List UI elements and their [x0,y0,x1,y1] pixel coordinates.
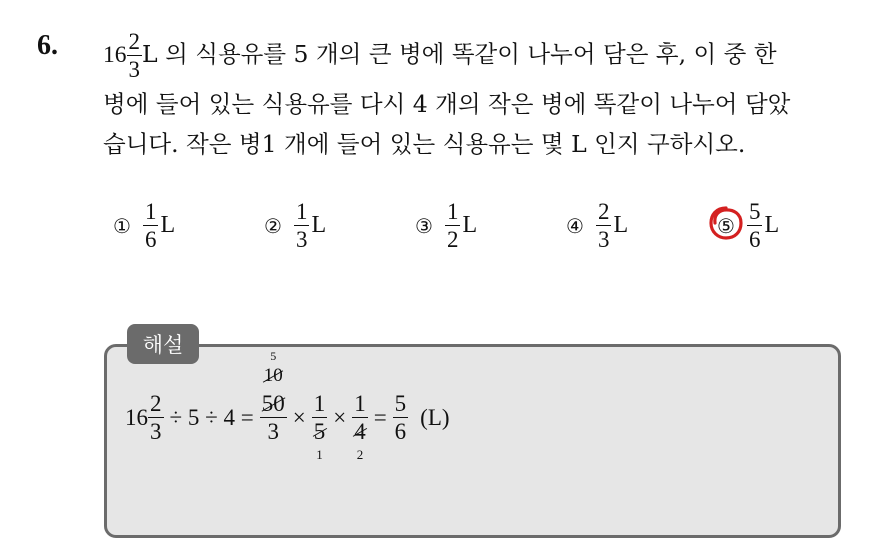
frac-numerator: 2 [597,199,610,224]
frac-numerator: 5 [748,199,761,224]
explanation-tag: 해설 [127,324,199,364]
frac-denominator: 2 [446,227,459,252]
expr-divide: ÷ 5 ÷ 4 = [169,404,254,430]
option-fraction [445,200,461,251]
struck-numerator-10 [264,366,283,385]
option-fraction [596,200,612,251]
frac-numerator: 2 [128,29,140,54]
expr-frac-4 [352,391,368,462]
frac-numerator [260,392,287,418]
option-unit: L [764,212,780,238]
struck-value: 50 [261,391,285,416]
frac-denominator: 3 [597,227,610,252]
expr-equals: = [373,404,387,430]
frac-denominator: 6 [394,419,407,444]
option-2[interactable] [264,200,326,251]
answer-circle-icon [708,205,744,241]
frac-numerator: 2 [150,391,162,416]
cancel-result-top: 5 [270,349,277,363]
option-unit: L [160,212,176,238]
frac-denominator [352,418,368,443]
option-unit: L [462,212,478,238]
option-3[interactable] [415,200,477,251]
question-line-1 [103,30,777,81]
expr-times-2: × [333,404,347,430]
option-fraction [294,200,310,251]
expr-frac-2 [260,349,287,444]
frac-numerator: 1 [144,199,157,224]
frac-numerator: 1 [354,391,366,416]
frac-numerator: 1 [446,199,459,224]
option-mark: ② [264,213,282,238]
option-fraction [143,200,159,251]
option-mark: ④ [566,213,584,238]
question-line-2: 병에 들어 있는 식용유를 다시 4 개의 작은 병에 똑같이 나누어 담았 [103,90,791,118]
option-mark [717,214,735,238]
option-mark: ③ [415,213,433,238]
option-fraction [747,200,763,251]
expr-frac-1 [148,392,164,443]
option-1[interactable] [113,200,175,251]
expr-frac-3 [312,391,328,462]
frac-denominator: 6 [748,227,761,252]
struck-value: 5 [313,419,326,444]
struck-value: 4 [354,419,366,444]
frac-denominator: 3 [295,227,308,252]
question-text-1: L 의 식용유를 5 개의 큰 병에 똑같이 나누어 담은 후, 이 중 한 [142,40,777,68]
frac-denominator: 3 [267,419,279,444]
struck-value: 10 [263,365,283,386]
cancel-result-bottom: 2 [356,447,364,462]
frac-denominator [312,418,328,443]
expr-times-1: × [292,404,306,430]
frac-numerator: 1 [313,391,326,416]
cancel-result-bottom: 1 [316,447,323,462]
frac-numerator: 1 [295,199,308,224]
option-4[interactable] [566,200,628,251]
option-5[interactable] [717,200,779,251]
expr-unit: (L) [420,404,450,430]
frac-denominator: 6 [144,227,157,252]
mixed-whole: 16 [103,42,127,68]
option-mark-text: ⑤ [717,213,735,238]
frac-denominator: 3 [150,419,162,444]
option-unit: L [613,212,629,238]
frac-numerator: 5 [394,391,407,416]
expr-whole: 16 [125,404,148,430]
expr-frac-result [393,392,409,443]
option-unit: L [311,212,327,238]
explanation-expression [125,349,456,462]
question-line-3: 습니다. 작은 병1 개에 들어 있는 식용유는 몇 L 인지 구하시오. [103,130,746,158]
frac-denominator: 3 [128,57,140,82]
mixed-fraction [127,30,143,81]
question-number: 6. [37,30,58,61]
option-mark: ① [113,213,131,238]
